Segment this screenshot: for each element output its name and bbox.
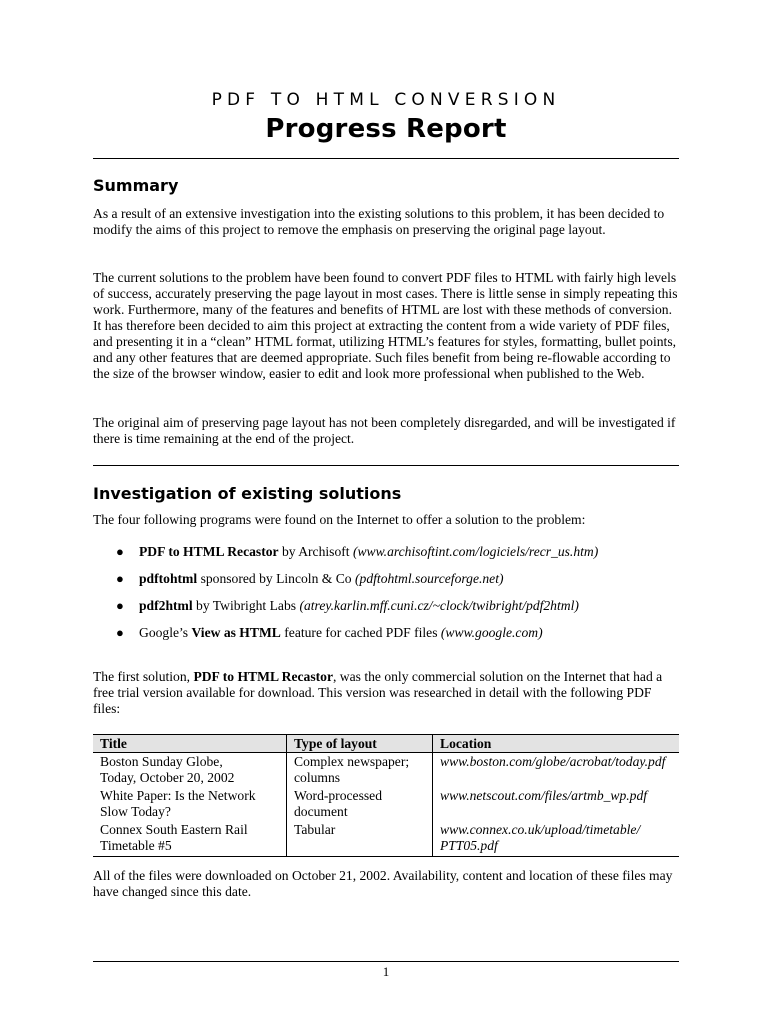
solution-url[interactable]: (atrey.karlin.mff.cuni.cz/~clock/twibright/pdf2html) [299, 598, 579, 613]
table-row [93, 821, 679, 857]
summary-heading: Summary [93, 176, 179, 195]
investigation-heading: Investigation of existing solutions [93, 484, 402, 503]
cell-type: Complex newspaper; columns [287, 753, 433, 788]
section-divider [93, 465, 679, 466]
report-kicker: PDF TO HTML CONVERSION [211, 90, 561, 110]
list-item: ● pdftohtml sponsored by Lincoln & Co (pdftohtml.sourceforge.net) [116, 571, 504, 586]
cell-type: Word-processed document [287, 787, 433, 821]
list-item: ● PDF to HTML Recastor by Archisoft (www.archisoftint.com/logiciels/recr_us.htm) [116, 544, 599, 559]
cell-location[interactable]: www.netscout.com/files/artmb_wp.pdf [433, 787, 680, 821]
page-number: 1 [382, 964, 390, 979]
solution-url[interactable]: (www.google.com) [440, 625, 543, 640]
footer-divider [93, 961, 679, 962]
list-item: ● pdf2html by Twibright Labs (atrey.karlin.mff.cuni.cz/~clock/twibright/pdf2html) [116, 598, 579, 613]
summary-paragraph-3: The original aim of preserving page layout has not been completely disregarded, and will be investigated if there is time remaining at the end of the project. [93, 415, 676, 446]
download-footnote: All of the files were downloaded on October 21, 2002. Availability, content and location of these files may have changed since this date. [93, 868, 673, 899]
table-row [93, 787, 679, 821]
cell-location[interactable]: www.boston.com/globe/acrobat/today.pdf [433, 753, 680, 788]
bullet-icon: ● [116, 544, 124, 559]
cell-location[interactable]: www.connex.co.uk/upload/timetable/ PTT05.pdf [433, 821, 680, 857]
column-header-type: Type of layout [287, 735, 433, 753]
bullet-icon: ● [116, 625, 124, 640]
cell-title: Connex South Eastern Rail Timetable #5 [93, 821, 287, 857]
solution-url[interactable]: (pdftohtml.sourceforge.net) [355, 571, 504, 586]
summary-paragraph-1: As a result of an extensive investigation into the existing solutions to this problem, it has been decided to modify the aims of this project to remove the emphasis on preserving the original page layout. [93, 206, 665, 237]
column-header-location: Location [433, 735, 680, 753]
cell-type: Tabular [287, 821, 433, 857]
table-row [93, 753, 679, 788]
column-header-title: Title [93, 735, 287, 753]
bullet-icon: ● [116, 598, 124, 613]
investigation-intro: The four following programs were found on the Internet to offer a solution to the problem: [93, 512, 586, 527]
first-solution-paragraph: The first solution, PDF to HTML Recastor, was the only commercial solution on the Internet that had a free trial version available for download. This version was researched in detail with the following PDF files: [93, 669, 663, 716]
page-title: Progress Report [265, 114, 507, 144]
cell-title: Boston Sunday Globe, Today, October 20, 2002 [100, 754, 235, 785]
bullet-icon: ● [116, 571, 124, 586]
pdf-files-table [93, 734, 679, 857]
table-header-row [93, 735, 679, 753]
title-divider [93, 158, 679, 159]
solution-url[interactable]: (www.archisoftint.com/logiciels/recr_us.htm) [352, 544, 599, 559]
solutions-list [93, 544, 679, 652]
summary-paragraph-2: The current solutions to the problem have been found to convert PDF files to HTML with fairly high levels of success, accurately preserving the page layout in most cases. There is little sense in simply repeating this work. Furthermore, many of the features and benefits of HTML are lost with these methods of conversion. It has therefore been decided to aim this project at extracting the content from a wide variety of PDF files, and presenting it in a “clean” HTML format, utilizing HTML’s features for styles, formatting, bullet points, and any other features that are deemed appropriate. Such files benefit from being re-flowable according to the size of the browser window, easier to edit and look more professional when published to the Web. [93, 270, 678, 381]
cell-title: White Paper: Is the Network Slow Today? [100, 788, 256, 819]
list-item: ● Google’s View as HTML feature for cached PDF files (www.google.com) [116, 625, 543, 640]
